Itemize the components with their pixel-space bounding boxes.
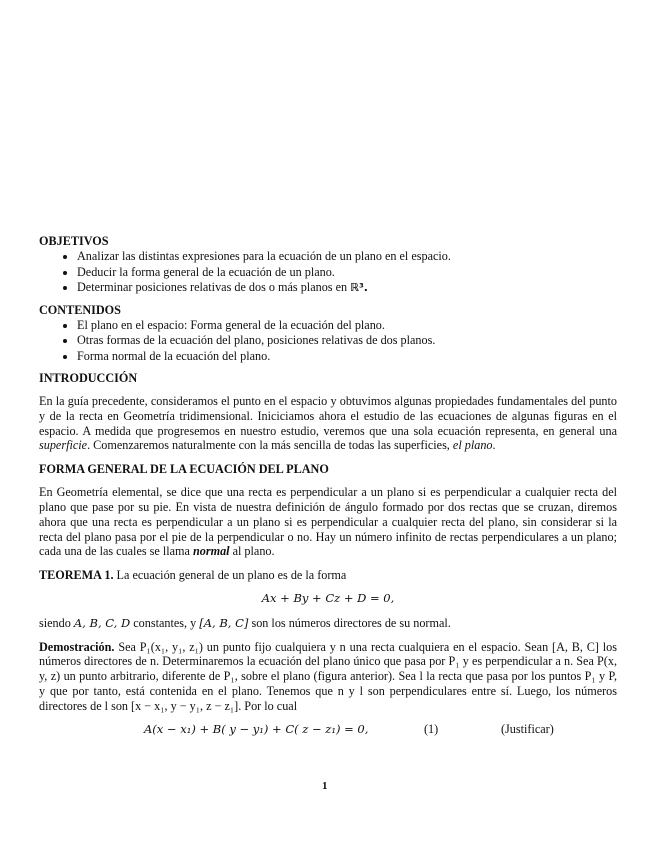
list-item: • Forma normal de la ecuación del plano. [77, 349, 617, 365]
teorema-equation: Ax + By + Cz + D = 0, [261, 590, 395, 605]
demostracion-equation-row [39, 722, 617, 740]
paragraph-text: constantes, y [130, 615, 200, 630]
forma-general-paragraph [39, 485, 617, 559]
forma-general-heading: FORMA GENERAL DE LA ECUACIÓN DEL PLANO [39, 462, 329, 477]
paragraph-text: siendo [39, 615, 74, 630]
list-item: • Deducir la forma general de la ecuación de un plano. [77, 265, 617, 281]
math-text: A, B, C, D [73, 615, 131, 630]
paragraph-text: . Comenzaremos naturalmente con la más sencilla de todas las superficies, [87, 438, 453, 453]
paragraph-text: Sea P₁(x₁, y₁, z₁) un punto fijo cualquiera y n una recta cualquiera en el espacio. Sean [A, B, C] los números directores de n. Determinaremos la ecuación del plano único que pasa por P₁ y es perpendicular a n. Sea P(x, y, z) un punto arbitrario, diferente de P₁, sobre el plano (figura anterior). Sea l la recta que pasa por los puntos P₁ y P, y que por tanto, está contenida en el plano. Tenemos que n y l son perpendiculares entre sí. Luego, los números directores de l son [x − x₁, y − y₁, z − z₁]. Por lo cual [39, 639, 617, 713]
introduccion-heading: INTRODUCCIÓN [39, 371, 138, 385]
objetivos-list [39, 249, 617, 296]
paragraph-text: al plano. [229, 544, 275, 559]
list-item: • Analizar las distintas expresiones para la ecuación de un plano en el espacio. [77, 249, 617, 265]
demostracion-label: Demostración. [39, 639, 115, 654]
emphasis-text: normal [192, 544, 230, 559]
paragraph-text: La ecuación general de un plano es de la forma [113, 568, 347, 583]
demostracion-paragraph [39, 640, 617, 714]
paragraph-text: En Geometría elemental, se dice que una recta es perpendicular a un plano si es perpendicular a cualquier recta del plano que pase por su pie. En vista de nuestra definición de ángulo formado por dos rectas que se cruzan, diremos ahora que una recta es perpendicular a un plano si es perpendicular a cualquier recta del plano, sin considerar si la recta del plano pasa por el pie de la perpendicular o no. Hay un número infinito de rectas perpendiculares a un plano; cada una de las cuales se llama [39, 485, 617, 559]
r3-symbol: ℝ³. [350, 281, 368, 294]
list-item [77, 280, 617, 296]
equation-number: (1) [424, 721, 439, 736]
contenidos-heading: CONTENIDOS [39, 302, 121, 317]
list-item-text: Determinar posiciones relativas de dos o más planos en [77, 280, 348, 294]
objetivos-heading: OBJETIVOS [39, 234, 109, 248]
teorema-label: TEOREMA 1. [39, 568, 114, 583]
contenidos-list [39, 318, 617, 365]
list-item: • Otras formas de la ecuación del plano, posiciones relativas de dos planos. [77, 333, 617, 349]
math-text: [A, B, C] [199, 615, 249, 630]
paragraph-text: En la guía precedente, consideramos el punto en el espacio y obtuvimos algunas propiedades fundamentales del punto y de la recta en Geometría tridimensional. Iniciciamos ahora el estudio de las ecuaciones de algunas figuras en el espacio. A medida que progresemos en nuestro estudio, veremos que una sola ecuación representa, en general una [39, 394, 617, 438]
paragraph-text: . [492, 438, 496, 453]
list-item: • El plano en el espacio: Forma general de la ecuación del plano. [77, 318, 617, 334]
document-body [39, 234, 617, 740]
teorema-paragraph [39, 568, 617, 583]
introduccion-paragraph [39, 394, 617, 453]
justify-note: (Justificar) [501, 721, 554, 736]
emphasis-text: el plano [452, 438, 493, 453]
paragraph-text: son los números directores de su normal. [248, 615, 451, 630]
teorema-after [39, 616, 617, 631]
demostracion-equation: A(x − x₁) + B( y − y₁) + C( z − z₁) = 0, [144, 721, 369, 736]
page-number: 1 [322, 780, 328, 792]
emphasis-text: superficie [39, 438, 88, 453]
